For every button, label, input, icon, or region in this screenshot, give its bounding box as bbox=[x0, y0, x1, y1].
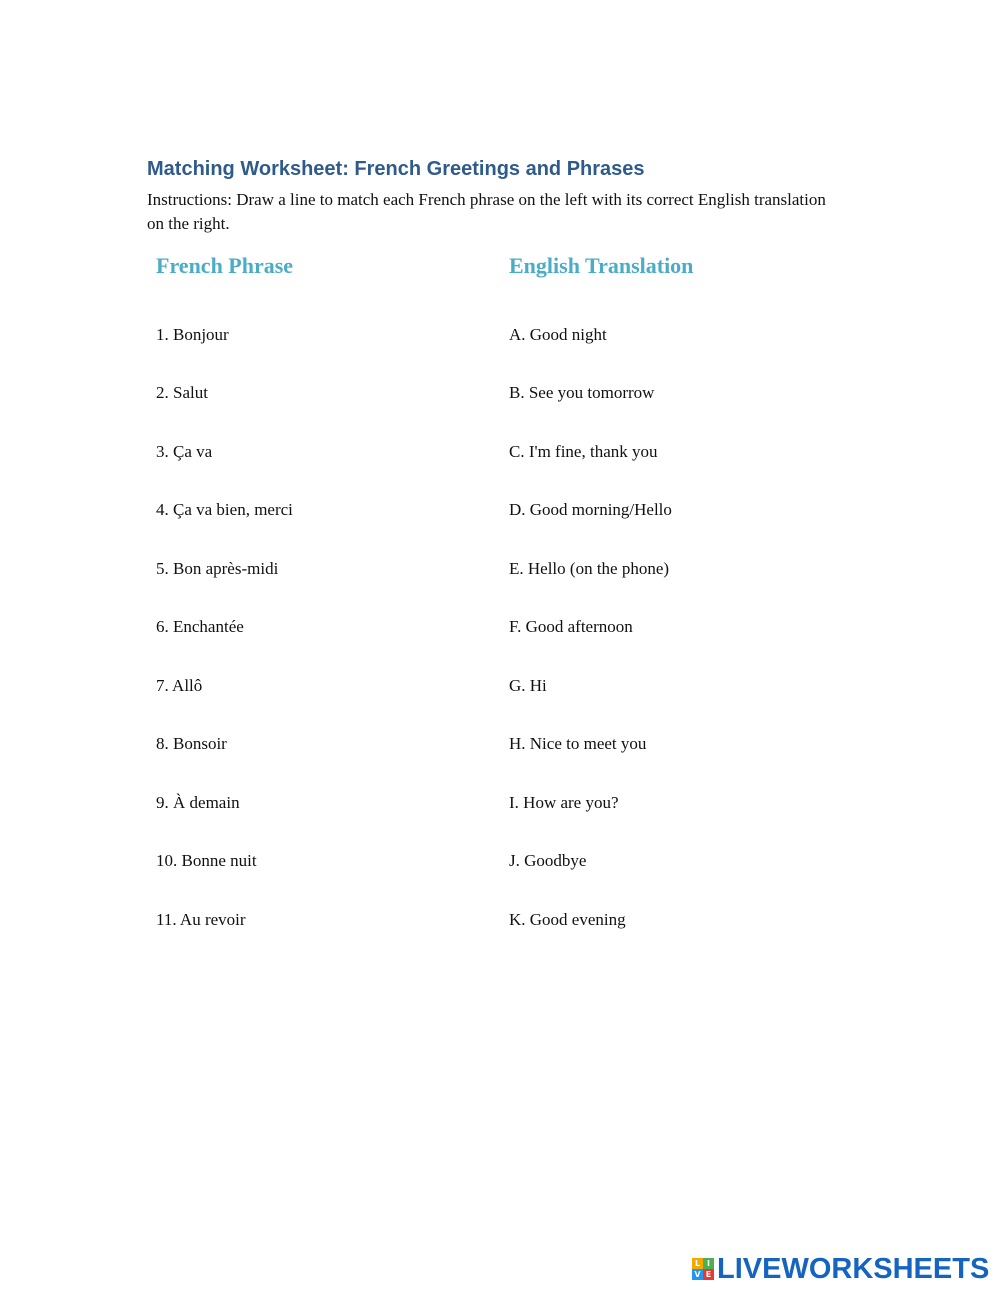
english-translation[interactable]: I. How are you? bbox=[509, 793, 619, 812]
english-translation[interactable]: E. Hello (on the phone) bbox=[509, 559, 670, 578]
french-phrase[interactable]: 9. À demain bbox=[156, 793, 240, 812]
french-phrase[interactable]: 3. Ça va bbox=[156, 442, 213, 461]
table-row bbox=[0, 905, 1000, 935]
english-translation[interactable]: G. Hi bbox=[509, 676, 547, 695]
table-row bbox=[0, 320, 1000, 350]
english-translation-header: English Translation bbox=[509, 253, 694, 278]
table-row bbox=[0, 554, 1000, 584]
table-row bbox=[0, 671, 1000, 701]
liveworksheets-logo-icon bbox=[692, 1258, 714, 1280]
english-translation[interactable]: B. See you tomorrow bbox=[509, 383, 655, 402]
french-phrase[interactable]: 2. Salut bbox=[156, 383, 208, 402]
french-phrase[interactable]: 7. Allô bbox=[156, 676, 203, 695]
english-translation[interactable]: C. I'm fine, thank you bbox=[509, 442, 658, 461]
french-phrase[interactable]: 1. Bonjour bbox=[156, 325, 229, 344]
english-translation[interactable]: K. Good evening bbox=[509, 910, 626, 929]
table-row bbox=[0, 729, 1000, 759]
english-translation[interactable]: J. Goodbye bbox=[509, 851, 587, 870]
french-phrase[interactable]: 4. Ça va bien, merci bbox=[156, 500, 293, 519]
liveworksheets-logo bbox=[692, 1254, 989, 1284]
worksheet-instructions: Instructions: Draw a line to match each French phrase on the left with its correct English translation on the right. bbox=[147, 190, 826, 233]
table-row bbox=[0, 788, 1000, 818]
table-row bbox=[0, 495, 1000, 525]
french-phrase[interactable]: 6. Enchantée bbox=[156, 617, 244, 636]
french-phrase[interactable]: 8. Bonsoir bbox=[156, 734, 227, 753]
french-phrase[interactable]: 11. Au revoir bbox=[156, 910, 246, 929]
french-phrase[interactable]: 10. Bonne nuit bbox=[156, 851, 257, 870]
table-row bbox=[0, 846, 1000, 876]
logo-letter: E bbox=[703, 1269, 714, 1280]
english-translation[interactable]: F. Good afternoon bbox=[509, 617, 633, 636]
table-row bbox=[0, 437, 1000, 467]
worksheet-title: Matching Worksheet: French Greetings and Phrases bbox=[147, 158, 645, 180]
logo-letter: V bbox=[692, 1269, 703, 1280]
logo-letter: I bbox=[703, 1258, 714, 1269]
french-phrase[interactable]: 5. Bon après-midi bbox=[156, 559, 279, 578]
logo-letter: L bbox=[692, 1258, 703, 1269]
english-translation[interactable]: H. Nice to meet you bbox=[509, 734, 647, 753]
english-translation[interactable]: D. Good morning/Hello bbox=[509, 500, 672, 519]
english-translation[interactable]: A. Good night bbox=[509, 325, 607, 344]
table-row bbox=[0, 612, 1000, 642]
table-row bbox=[0, 378, 1000, 408]
liveworksheets-logo-text: LIVEWORKSHEETS bbox=[717, 1253, 990, 1285]
french-phrase-header: French Phrase bbox=[156, 253, 294, 278]
